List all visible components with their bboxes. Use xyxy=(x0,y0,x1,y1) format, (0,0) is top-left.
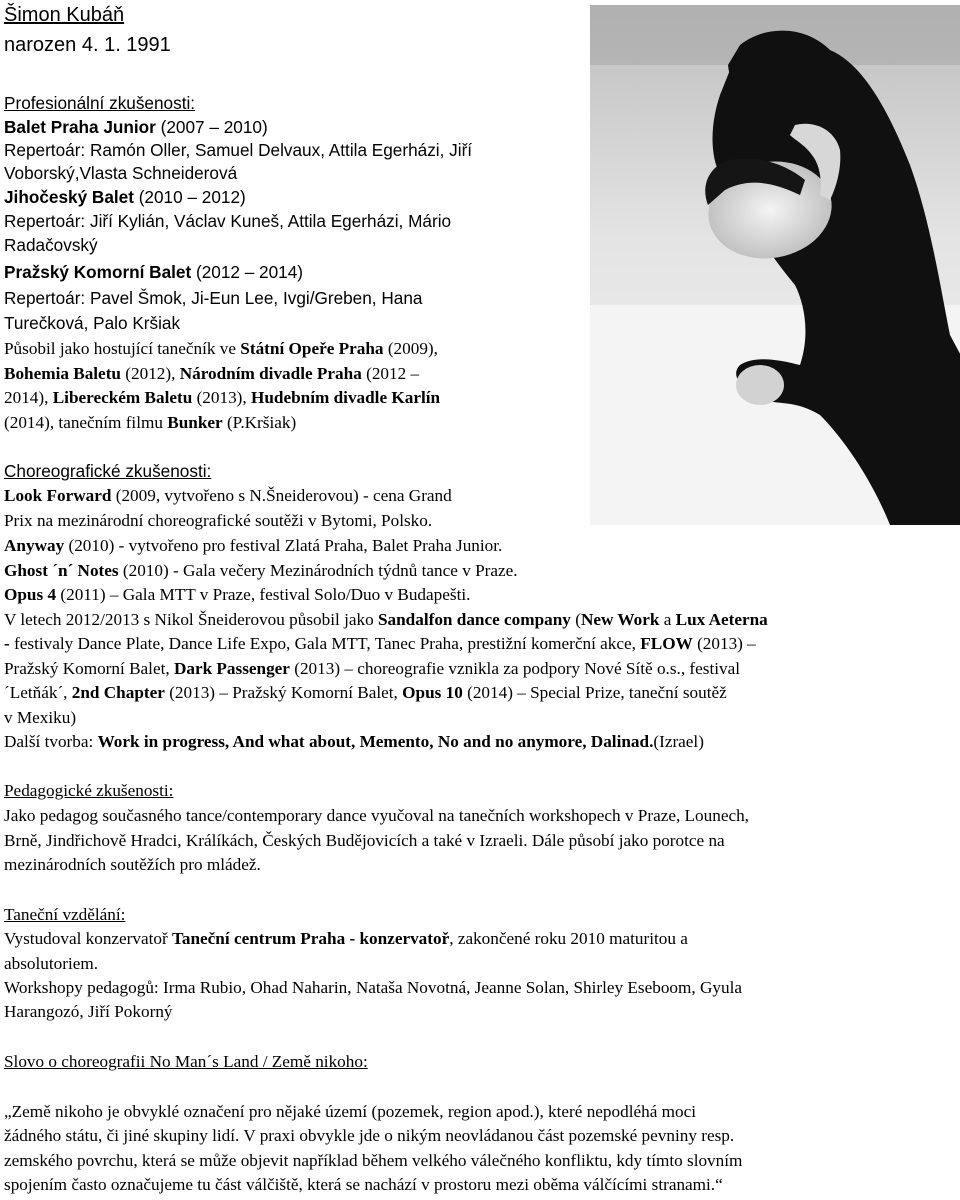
birth-date: narozen 4. 1. 1991 xyxy=(4,34,171,56)
text-line: žádného státu, či jiné skupiny lidí. V praxi obvykle jde o nikým neovládanou část pozemské pevniny resp. xyxy=(4,1126,735,1145)
text-line: Radačovský xyxy=(4,235,98,255)
text-line: Bohemia Baletu (2012), Národním divadle Praha (2012 – xyxy=(4,364,420,383)
text-line: „Země nikoho je obvyklé označení pro nějaké území (pozemek, region apod.), které nepodléhá moci xyxy=(4,1102,696,1121)
text-line: Působil jako hostující tanečník ve Státní Opeře Praha (2009), xyxy=(4,339,438,358)
text-line: ´Letňák´, 2nd Chapter (2013) – Pražský Komorní Balet, Opus 10 (2014) – Special Prize, taneční soutěž xyxy=(4,683,727,702)
text-line: absolutoriem. xyxy=(4,954,99,973)
text-line: spojením často označujeme tu část válčiště, která se nachází v prostoru mezi oběma válčícími stranami.“ xyxy=(4,1175,723,1194)
section-heading-word: Slovo o choreografii No Man´s Land / Země nikoho: xyxy=(4,1052,368,1071)
section-heading-education: Taneční vzdělání: xyxy=(4,905,126,924)
text-line: Další tvorba: Work in progress, And what about, Memento, No and no anymore, Dalinad.(Izrael) xyxy=(4,732,704,751)
text-line: Voborský,Vlasta Schneiderová xyxy=(4,163,238,183)
text-line: V letech 2012/2013 s Nikol Šneiderovou působil jako Sandalfon dance company (New Work a Lux Aeterna xyxy=(4,610,768,629)
text-line: mezinárodních soutěžích pro mládež. xyxy=(4,855,261,874)
text-line: Jako pedagog současného tance/contemporary dance vyučoval na tanečních workshopech v Praze, Lounech, xyxy=(4,806,749,825)
section-heading-pedagogy: Pedagogické zkušenosti: xyxy=(4,781,174,800)
text-line: Brně, Jindřichově Hradci, Králíkách, Českých Budějovicích a také v Izraeli. Dále působí jako porotce na xyxy=(4,831,725,850)
text-line: Repertoár: Jiří Kylián, Václav Kuneš, Attila Egerházi, Mário xyxy=(4,211,452,231)
text-line: Jihočeský Balet (2010 – 2012) xyxy=(4,187,246,207)
text-line: Workshopy pedagogů: Irma Rubio, Ohad Naharin, Nataša Novotná, Jeanne Solan, Shirley Eseboom, Gyula xyxy=(4,978,742,997)
text-line: Prix na mezinárodní choreografické soutěži v Bytomi, Polsko. xyxy=(4,511,433,530)
text-line: Pražský Komorní Balet (2012 – 2014) xyxy=(4,262,304,282)
person-name: Šimon Kubáň xyxy=(4,4,125,26)
text-line: Look Forward (2009, vytvořeno s N.Šneiderovou) - cena Grand xyxy=(4,486,452,505)
text-line: zemského povrchu, která se může objevit například během velkého válečného konfliktu, kdy tímto slovním xyxy=(4,1151,743,1170)
text-line: Balet Praha Junior (2007 – 2010) xyxy=(4,117,268,137)
text-line: Ghost ´n´ Notes (2010) - Gala večery Mezinárodních týdnů tance v Praze. xyxy=(4,561,518,580)
text-line: Vystudoval konzervatoř Taneční centrum Praha - konzervatoř, zakončené roku 2010 maturitou a xyxy=(4,929,688,948)
text-line: Repertoár: Pavel Šmok, Ji-Eun Lee, Ivgi/Greben, Hana xyxy=(4,288,423,308)
text-line: Harangozó, Jiří Pokorný xyxy=(4,1002,173,1021)
text-line: Anyway (2010) - vytvořeno pro festival Zlatá Praha, Balet Praha Junior. xyxy=(4,536,503,555)
text-line: (2014), tanečním filmu Bunker (P.Kršiak) xyxy=(4,413,297,432)
text-line: Turečková, Palo Kršiak xyxy=(4,313,181,333)
text-line: - festivaly Dance Plate, Dance Life Expo, Gala MTT, Tanec Praha, prestižní komerční akce, FLOW (2013) – xyxy=(4,634,756,653)
section-heading-choreography: Choreografické zkušenosti: xyxy=(4,461,212,481)
text-line: Repertoár: Ramón Oller, Samuel Delvaux, Attila Egerházi, Jiří xyxy=(4,140,473,160)
text-line: v Mexiku) xyxy=(4,708,77,727)
text-line: 2014), Libereckém Baletu (2013), Hudebním divadle Karlín xyxy=(4,388,441,407)
section-heading-professional: Profesionální zkušenosti: xyxy=(4,93,196,113)
dancer-photo xyxy=(590,5,960,525)
text-line: Opus 4 (2011) – Gala MTT v Praze, festival Solo/Duo v Budapešti. xyxy=(4,585,471,604)
text-line: Pražský Komorní Balet, Dark Passenger (2013) – choreografie vznikla za podpory Nové Sítě o.s., festival xyxy=(4,659,741,678)
